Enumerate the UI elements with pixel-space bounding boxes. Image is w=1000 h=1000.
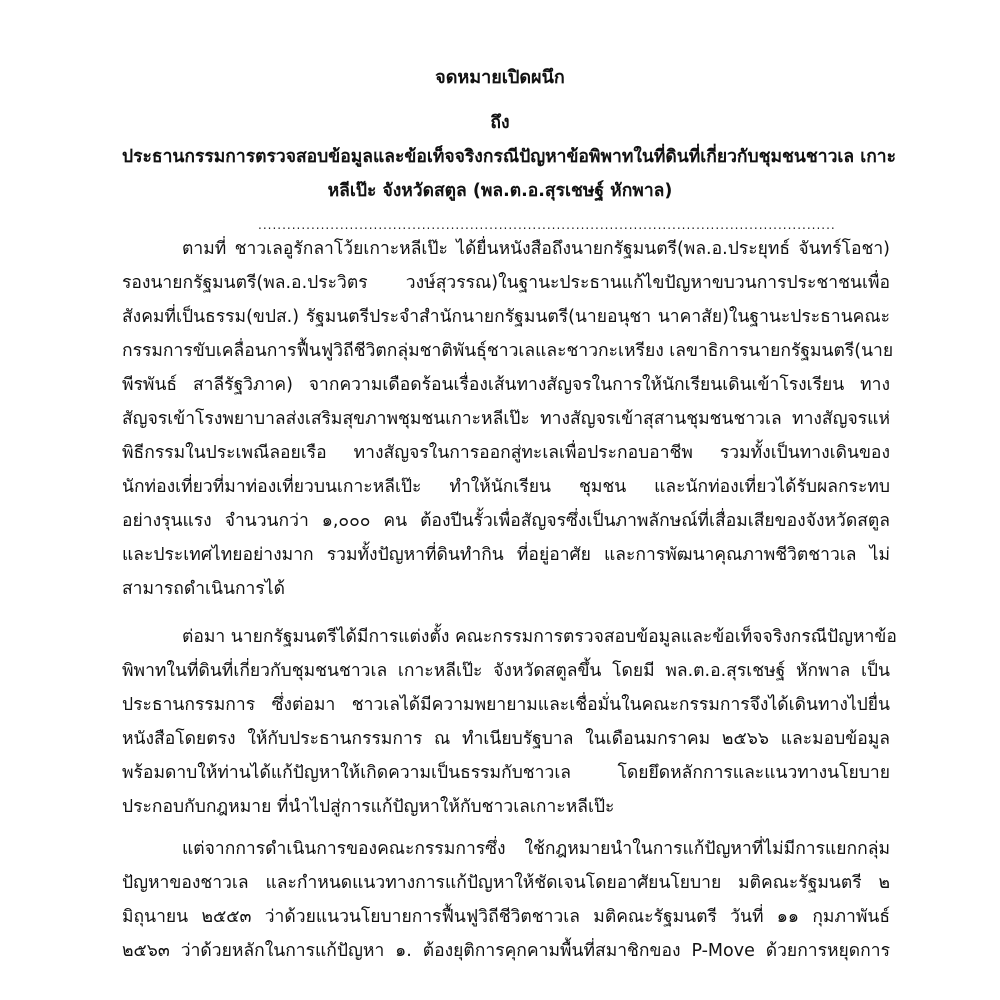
separator-dots: ........................................................................................................................ — [258, 218, 836, 232]
paragraph-2-line: ประกอบกับกฎหมาย ที่นำไปสู่การแก้ปัญหาให้กับชาวเลเกาะหลีเป๊ะ — [122, 797, 615, 817]
paragraph-3-line: มิถุนายน ๒๕๕๓ ว่าด้วยแนวนโยบายการฟื้นฟูวิถีชีวิตชาวเล มติคณะรัฐมนตรี วันที่ ๑๑ กุมภาพันธ์ — [122, 907, 890, 927]
recipient-line-1: ประธานกรรมการตรวจสอบข้อมูลและข้อเท็จจริงกรณีปัญหาข้อพิพาทในที่ดินที่เกี่ยวกับชุมชนชาวเล เกาะ — [122, 147, 897, 167]
paragraph-2-line: หนังสือโดยตรง ให้กับประธานกรรมการ ณ ทำเนียบรัฐบาล ในเดือนมกราคม ๒๕๖๖ และมอบข้อมูล — [122, 729, 890, 749]
paragraph-2-line: ประธานกรรมการ ซึ่งต่อมา ชาวเลได้มีความพยายามและเชื่อมั่นในคณะกรรมการจึงได้เดินทางไปยื่น — [122, 695, 890, 715]
paragraph-1-line: รองนายกรัฐมนตรี(พล.อ.ประวิตร วงษ์สุวรรณ)ในฐานะประธานแก้ไขปัญหาขบวนการประชาชนเพื่อ — [122, 273, 890, 293]
paragraph-1-line: อย่างรุนแรง จำนวนกว่า ๑,๐๐๐ คน ต้องปีนรั้วเพื่อสัญจรซึ่งเป็นภาพลักษณ์ที่เสื่อมเสียของจังหวัดสตูล — [122, 511, 890, 531]
paragraph-1-line: สังคมที่เป็นธรรม(ขปส.) รัฐมนตรีประจำสำนักนายกรัฐมนตรี(นายอนุชา นาคาสัย)ในฐานะประธานคณะ — [122, 307, 890, 327]
paragraph-1-line: นักท่องเที่ยวที่มาท่องเที่ยวบนเกาะหลีเป๊ะ ทำให้นักเรียน ชุมชน และนักท่องเที่ยวได้รับผลกระทบ — [122, 477, 890, 497]
letter-title: จดหมายเปิดผนึก — [435, 67, 565, 88]
paragraph-3-line: ปัญหาของชาวเล และกำหนดแนวทางการแก้ปัญหาให้ชัดเจนโดยอาศัยนโยบาย มติคณะรัฐมนตรี ๒ — [122, 873, 890, 893]
paragraph-1-line: กรรมการขับเคลื่อนการฟื้นฟูวิถีชีวิตกลุ่มชาติพันธุ์ชาวเลและชาวกะเหรียง เลขาธิการนายกรัฐมนตรี(นาย — [122, 341, 894, 361]
paragraph-1-line: สัญจรเข้าโรงพยาบาลส่งเสริมสุขภาพชุมชนเกาะหลีเป๊ะ ทางสัญจรเข้าสุสานชุมชนชาวเล ทางสัญจรแห่ — [122, 409, 890, 429]
paragraph-1-line: พิธีกรรมในประเพณีลอยเรือ ทางสัญจรในการออกสู่ทะเลเพื่อประกอบอาชีพ รวมทั้งเป็นทางเดินของ — [122, 443, 890, 463]
recipient-line-2: หลีเป๊ะ จังหวัดสตูล (พล.ต.อ.สุรเชษฐ์ หักพาล) — [327, 181, 673, 201]
paragraph-3-line: ๒๕๖๓ ว่าด้วยหลักในการแก้ปัญหา ๑. ต้องยุติการคุกคามพื้นที่สมาชิกของ P-Move ด้วยการหยุดการ — [122, 941, 890, 961]
paragraph-1-line: ตามที่ ชาวเลอูรักลาโว้ยเกาะหลีเป๊ะ ได้ยื่นหนังสือถึงนายกรัฐมนตรี(พล.อ.ประยุทธ์ จันทร์โอชา) — [182, 239, 890, 259]
paragraph-2-line: พิพาทในที่ดินที่เกี่ยวกับชุมชนชาวเล เกาะหลีเป๊ะ จังหวัดสตูลขึ้น โดยมี พล.ต.อ.สุรเชษฐ์ หักพาล เป็น — [122, 661, 890, 681]
paragraph-1-line: พีรพันธ์ สาลีรัฐวิภาค) จากความเดือดร้อนเรื่องเส้นทางสัญจรในการให้นักเรียนเดินเข้าโรงเรียน ทาง — [122, 375, 890, 395]
to-label: ถึง — [490, 113, 510, 133]
paragraph-1-line: สามารถดำเนินการได้ — [122, 579, 285, 599]
paragraph-2-line: ต่อมา นายกรัฐมนตรีได้มีการแต่งตั้ง คณะกรรมการตรวจสอบข้อมูลและข้อเท็จจริงกรณีปัญหาข้อ — [182, 627, 897, 647]
paragraph-2-line: พร้อมดาบให้ท่านได้แก้ปัญหาให้เกิดความเป็นธรรมกับชาวเล โดยยึดหลักการและแนวทางนโยบาย — [122, 763, 890, 783]
paragraph-3-line: แต่จากการดำเนินการของคณะกรรมการซึ่ง ใช้กฎหมายนำในการแก้ปัญหาที่ไม่มีการแยกกลุ่ม — [182, 839, 890, 859]
paragraph-1-line: และประเทศไทยอย่างมาก รวมทั้งปัญหาที่ดินทำกิน ที่อยู่อาศัย และการพัฒนาคุณภาพชีวิตชาวเล ไม่ — [122, 545, 890, 565]
